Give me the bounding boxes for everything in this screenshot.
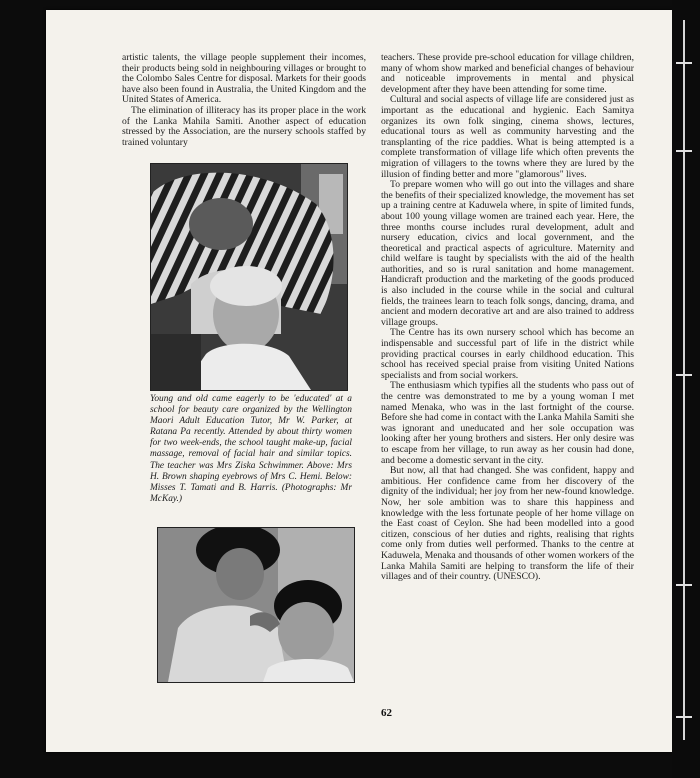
binding-tick (676, 62, 692, 64)
paragraph: But now, all that had changed. She was confident, happy and ambitious. Her confidence came from her discovery of the dignity of the individual; her joy from her new-found knowledge. Now, her sole ambition was to share this happiness and knowledge with the less fortunate people of her home village on the East coast of Ceylon. She had been modelled into a good citizen, conscious of her duties and rights, realising that rights come only from duties well performed. Thanks to the centre at Kaduwela, Menaka and thousands of other women workers of the Lanka Mahila Samiti are helping to transform the life of their villages and of their country. (UNESCO). (381, 465, 634, 583)
binding-tick (676, 150, 692, 152)
paragraph: The enthusiasm which typifies all the students who pass out of the centre was demonstrated to me by a young woman I met named Menaka, who was in the last fortnight of the course. Before she had come in contact with the Lanka Mahila Samiti she was ignorant and uneducated and her sole occupation was looking after her young brothers and sisters. Her only desire was to escape from her village, to run away as her cousin had done, and become a domestic servant in the city. (381, 380, 634, 466)
beauty-class-photo (150, 163, 348, 391)
beauty-class-photo-icon (151, 164, 347, 390)
left-column (122, 53, 366, 148)
binding-gutter (672, 0, 700, 778)
paragraph: The elimination of illiteracy has its proper place in the work of the Lanka Mahila Samiti. Another aspect of education stressed by the Association, are the nursery schools staffed by trained voluntary (122, 104, 366, 148)
photo-caption: Young and old came eagerly to be 'educated' at a school for beauty care organized by the Wellington Maori Adult Education Tutor, Mr W. Parker, at Ratana Pa recently. Attended by about thirty women for two week-ends, the school taught make-up, facial massage, removal of facial hair and similar topics. The teacher was Mrs Ziska Schwimmer. Above: Mrs H. Brown shaping eyebrows of Mrs C. Hemi. Below: Misses T. Tamati and B. Harris. (Photographs: Mr McKay.) (150, 394, 352, 504)
page-number: 62 (381, 707, 392, 719)
paragraph: teachers. These provide pre-school education for village children, many of whom show marked and beneficial changes of behaviour and noticeable improvements in mental and physical development after they have been attending for some time. (381, 52, 634, 95)
paragraph: The Centre has its own nursery school which has become an indispensable and successful part of life in the district while providing practical courses in early childhood education. This school has received special praise from visiting United Nations specialists and from social workers. (381, 327, 634, 381)
makeup-lesson-photo-icon (158, 528, 354, 682)
makeup-lesson-photo (157, 527, 355, 683)
binding-tick (676, 374, 692, 376)
right-column (381, 53, 634, 583)
paragraph: artistic talents, the village people supplement their incomes, their products being sold in neighbouring villages or brought to the Colombo Sales Centre for disposal. Markets for their goods have also been found in Australia, the United Kingdom and the United States of America. (122, 52, 366, 106)
binding-tick (676, 716, 692, 718)
paragraph: To prepare women who will go out into the villages and share the benefits of their specialized knowledge, the movement has set up a training centre at Kaduwela where, in spite of limited funds, about 100 young village women are trained each year. Here, the three months course includes rural development, adult and nursery education, civics and local government, and the theoretical and practical aspects of agriculture. Maternity and child welfare is taught by specialists with the aid of the health authorities, and so is rural sanitation and home management. Handicraft production and the marketing of the goods produced is also included in the course while in the social and cultural fields, the trainees learn to teach folk songs, dancing, drama, and ancient and modern decorative art and are also trained to address village groups. (381, 179, 634, 328)
paragraph: Cultural and social aspects of village life are considered just as important as the educational and hygienic. Each Samitya organizes its own folk singing, cinema shows, lectures, educational tours as well as community harvesting and the transplanting of the rice paddies. What is being attempted is a complete transformation of village life which often prevents the migration of villagers to the towns where they are lured by the illusion of finding better and more "glamorous" lives. (381, 94, 634, 180)
binding-tick (676, 584, 692, 586)
binding-rule (683, 20, 685, 740)
